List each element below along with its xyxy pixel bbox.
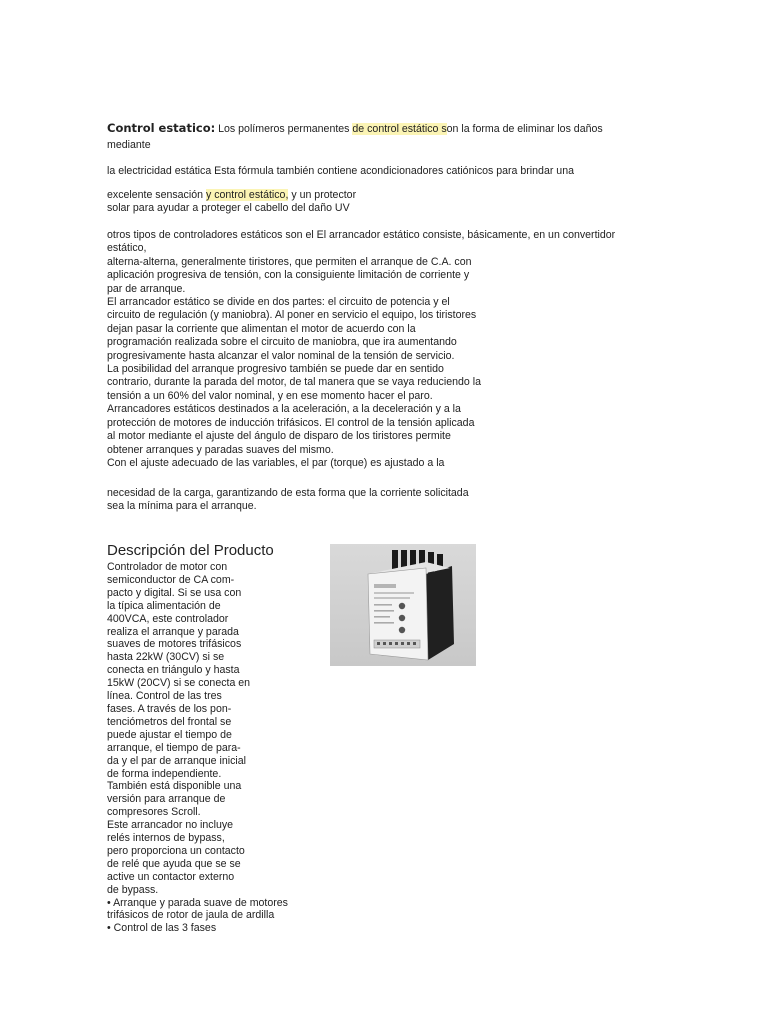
- highlight-control-estatico-2: y control estático,: [205, 189, 289, 201]
- intro-heading: Control estatico:: [107, 121, 216, 135]
- intro-l3-c: solar para ayudar a proteger el cabello del daño UV: [107, 202, 350, 215]
- product-heading: Descripción del Producto: [107, 542, 274, 559]
- product-bullet: • Control de las 3 fases: [107, 922, 217, 935]
- product-description: [107, 561, 307, 935]
- motor-controller-photo: [330, 544, 476, 666]
- body-line: progresivamente hasta alcanzar el valor nominal de la tensión de servicio.: [107, 349, 455, 362]
- product-line: versión para arranque de: [107, 793, 226, 806]
- intro-paragraph-3: [107, 189, 356, 216]
- intro-l3-b: y un protector: [288, 189, 357, 201]
- intro-paragraph-1: [107, 122, 603, 153]
- body-line: dejan pasar la corriente que alimentan el motor de acuerdo con la: [107, 322, 416, 335]
- product-line: suaves de motores trifásicos: [107, 638, 242, 651]
- body-line: circuito de regulación (y maniobra). Al poner en servicio el equipo, los tiristores: [107, 309, 477, 322]
- body-line: La posibilidad del arranque progresivo también se puede dar en sentido: [107, 363, 444, 376]
- intro-text-cont: on la forma de eliminar los daños: [446, 123, 603, 135]
- product-line: Este arrancador no incluye: [107, 819, 234, 832]
- body-line: Con el ajuste adecuado de las variables, el par (torque) es ajustado a la: [107, 456, 445, 469]
- product-bullet: trifásicos de rotor de jaula de ardilla: [107, 909, 275, 922]
- product-line: tenciómetros del frontal se: [107, 715, 232, 728]
- product-line: semiconductor de CA com-: [107, 573, 235, 586]
- intro-l3-a: excelente sensación: [107, 189, 206, 201]
- body-line: estático,: [107, 242, 147, 255]
- product-line: conecta en triángulo y hasta: [107, 664, 240, 677]
- product-line: 400VCA, este controlador: [107, 612, 229, 625]
- product-line: puede ajustar el tiempo de: [107, 728, 232, 741]
- body-line: sea la mínima para el arranque.: [107, 500, 257, 513]
- product-line: de forma independiente.: [107, 767, 222, 780]
- product-line: arranque, el tiempo de para-: [107, 741, 241, 754]
- motor-controller-icon: [330, 544, 476, 666]
- product-line: pero proporciona un contacto: [107, 844, 245, 857]
- body-line: protección de motores de inducción trifásicos. El control de la tensión aplicada: [107, 416, 475, 429]
- product-line: relés internos de bypass,: [107, 832, 225, 845]
- body-line: par de arranque.: [107, 282, 186, 295]
- body-line: contrario, durante la parada del motor, de tal manera que se vaya reduciendo la: [107, 376, 481, 389]
- body-line: obtener arranques y paradas suaves del mismo.: [107, 443, 334, 456]
- highlight-control-estatico: de control estático s: [352, 123, 447, 135]
- body-line: tensión a un 60% del valor nominal, y en ese momento hacer el paro.: [107, 389, 433, 402]
- body-line: al motor mediante el ajuste del ángulo de disparo de los tiristores permite: [107, 430, 451, 443]
- product-line: línea. Control de las tres: [107, 690, 222, 703]
- body-line: alterna-alterna, generalmente tiristores, que permiten el arranque de C.A. con: [107, 255, 472, 268]
- intro-paragraph-2: la electricidad estática Esta fórmula también contiene acondicionadores catiónicos para brindar una: [107, 165, 574, 177]
- body-line: Arrancadores estáticos destinados a la aceleración, a la deceleración y a la: [107, 403, 461, 416]
- product-line: compresores Scroll.: [107, 806, 201, 819]
- product-line: de relé que ayuda que se se: [107, 857, 241, 870]
- product-line: de bypass.: [107, 883, 159, 896]
- product-line: Controlador de motor con: [107, 561, 228, 573]
- product-line: active un contactor externo: [107, 870, 235, 883]
- body-paragraph: [107, 229, 615, 470]
- product-line: fases. A través de los pon-: [107, 702, 232, 715]
- product-line: pacto y digital. Si se usa con: [107, 586, 242, 599]
- intro-text-mediante: mediante: [107, 139, 151, 152]
- body-line: El arrancador estático se divide en dos partes: el circuito de potencia y el: [107, 296, 450, 309]
- product-line: realiza el arranque y parada: [107, 625, 239, 638]
- body-line: otros tipos de controladores estáticos son el El arrancador estático consiste, básicamente, en un convertidor: [107, 229, 616, 241]
- product-line: hasta 22kW (30CV) si se: [107, 651, 225, 664]
- body-paragraph-2: [107, 487, 469, 514]
- product-bullet: • Arranque y parada suave de motores: [107, 896, 288, 909]
- body-line: aplicación progresiva de tensión, con la consiguiente limitación de corriente y: [107, 269, 470, 282]
- intro-text: Los polímeros permanentes: [215, 123, 353, 135]
- product-line: También está disponible una: [107, 780, 242, 793]
- body-line: necesidad de la carga, garantizando de esta forma que la corriente solicitada: [107, 487, 469, 499]
- product-line: da y el par de arranque inicial: [107, 754, 246, 767]
- product-line: 15kW (20CV) si se conecta en: [107, 677, 251, 690]
- product-line: la típica alimentación de: [107, 599, 221, 612]
- body-line: programación realizada sobre el circuito de maniobra, que ira aumentando: [107, 336, 457, 349]
